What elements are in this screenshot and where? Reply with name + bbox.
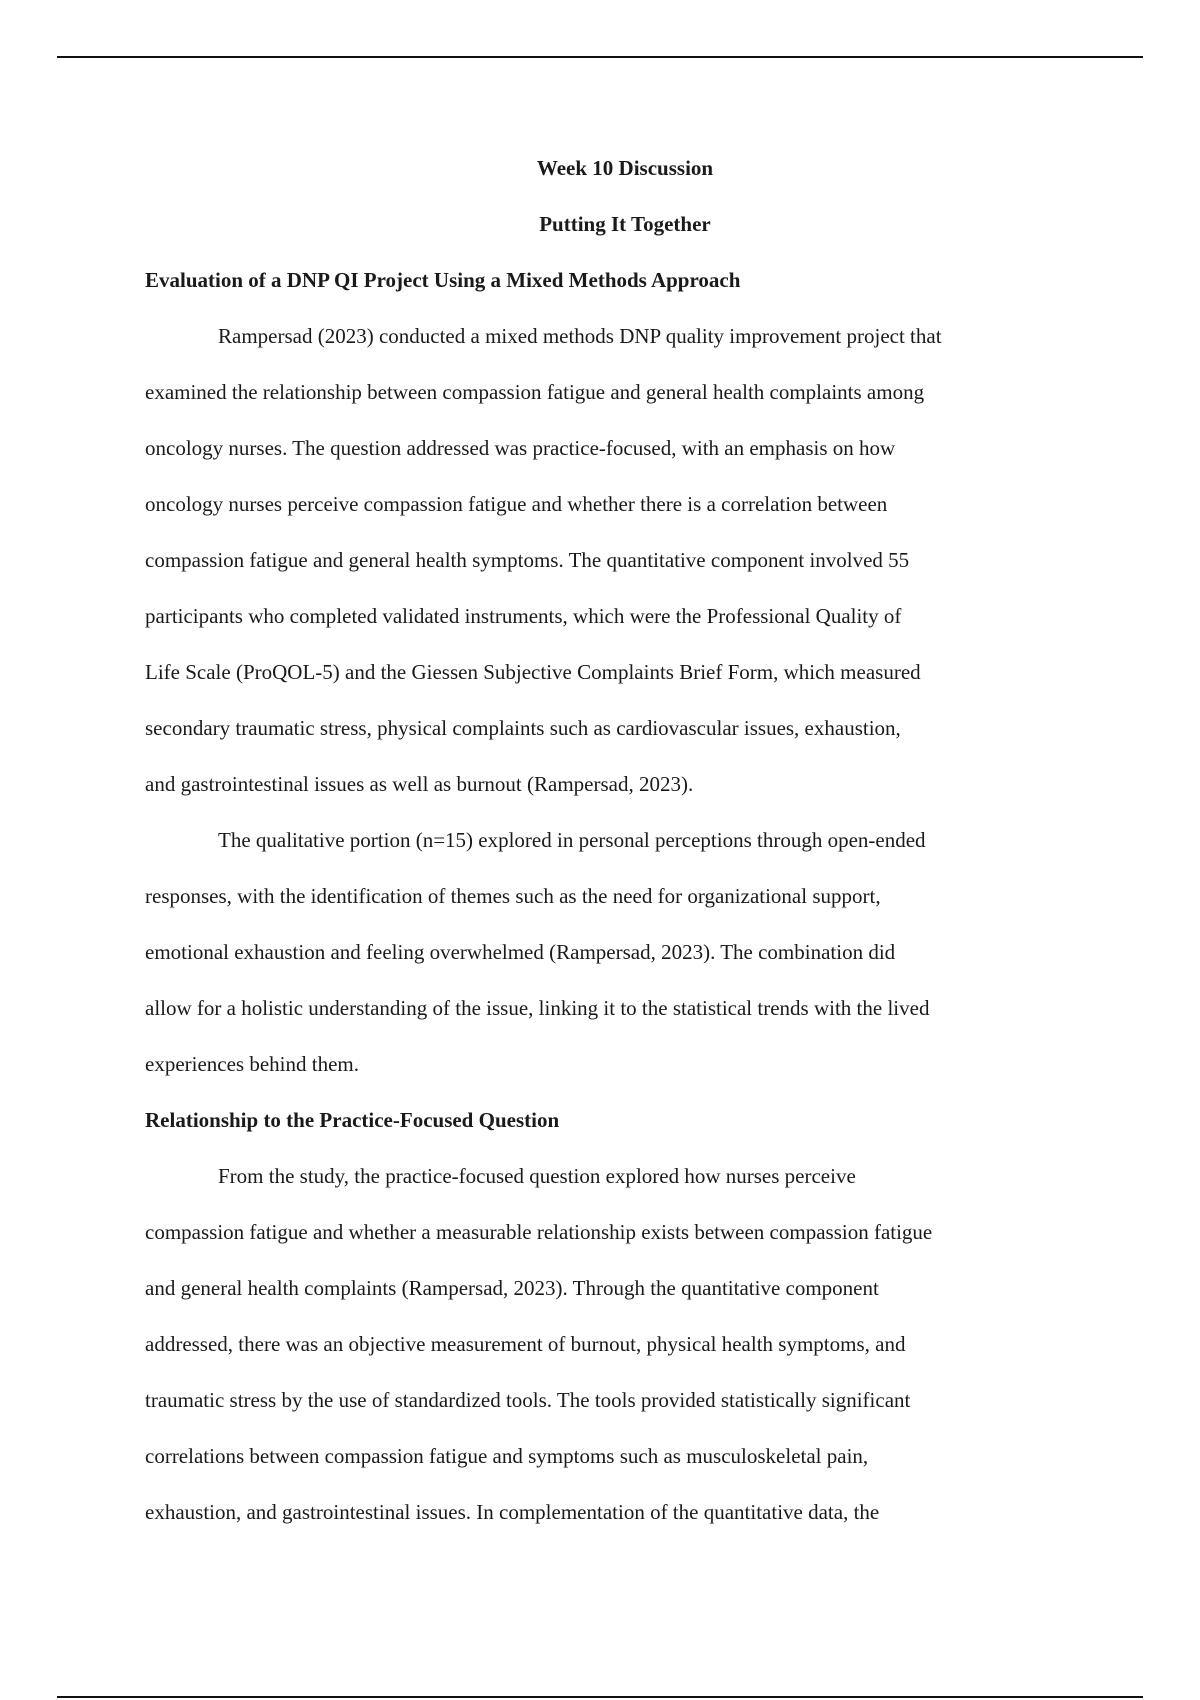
document-title: Week 10 Discussion — [536, 156, 714, 180]
bottom-rule — [57, 1696, 1143, 1698]
document-body — [145, 140, 1065, 1540]
paragraph-line: responses, with the identification of themes such as the need for organizational support, — [145, 884, 881, 908]
paragraph-line: exhaustion, and gastrointestinal issues. In complementation of the quantitative data, the — [145, 1500, 880, 1524]
top-rule — [57, 56, 1143, 58]
document-subtitle: Putting It Together — [539, 212, 711, 236]
paragraph-line: addressed, there was an objective measurement of burnout, physical health symptoms, and — [145, 1332, 906, 1356]
paragraph-line: oncology nurses. The question addressed was practice-focused, with an emphasis on how — [145, 436, 896, 460]
paragraph-line: and gastrointestinal issues as well as burnout (Rampersad, 2023). — [145, 772, 694, 796]
paragraph-line: From the study, the practice-focused question explored how nurses perceive — [218, 1164, 856, 1188]
paragraph-line: Rampersad (2023) conducted a mixed methods DNP quality improvement project that — [218, 324, 942, 348]
paragraph-evaluation-2 — [145, 812, 1065, 1092]
paragraph-line: and general health complaints (Rampersad, 2023). Through the quantitative component — [145, 1276, 879, 1300]
paragraph-line: examined the relationship between compassion fatigue and general health complaints among — [145, 380, 925, 404]
paragraph-line: participants who completed validated instruments, which were the Professional Quality of — [145, 604, 902, 628]
paragraph-line: compassion fatigue and whether a measurable relationship exists between compassion fatigue — [145, 1220, 933, 1244]
paragraph-line: oncology nurses perceive compassion fatigue and whether there is a correlation between — [145, 492, 888, 516]
paragraph-line: correlations between compassion fatigue and symptoms such as musculoskeletal pain, — [145, 1444, 869, 1468]
paragraph-line: Life Scale (ProQOL-5) and the Giessen Subjective Complaints Brief Form, which measured — [145, 660, 921, 684]
paragraph-line: secondary traumatic stress, physical complaints such as cardiovascular issues, exhaustion, — [145, 716, 901, 740]
paragraph-line: experiences behind them. — [145, 1052, 359, 1076]
paragraph-line: traumatic stress by the use of standardized tools. The tools provided statistically significant — [145, 1388, 911, 1412]
paragraph-line: compassion fatigue and general health symptoms. The quantitative component involved 55 — [145, 548, 910, 572]
section-heading-evaluation: Evaluation of a DNP QI Project Using a Mixed Methods Approach — [145, 268, 741, 292]
paragraph-line: allow for a holistic understanding of the issue, linking it to the statistical trends with the lived — [145, 996, 930, 1020]
paragraph-relationship-1 — [145, 1148, 1065, 1540]
paragraph-evaluation-1 — [145, 308, 1065, 812]
section-heading-relationship: Relationship to the Practice-Focused Question — [145, 1108, 560, 1132]
paragraph-line: emotional exhaustion and feeling overwhelmed (Rampersad, 2023). The combination did — [145, 940, 896, 964]
paragraph-line: The qualitative portion (n=15) explored in personal perceptions through open-ended — [218, 828, 926, 852]
